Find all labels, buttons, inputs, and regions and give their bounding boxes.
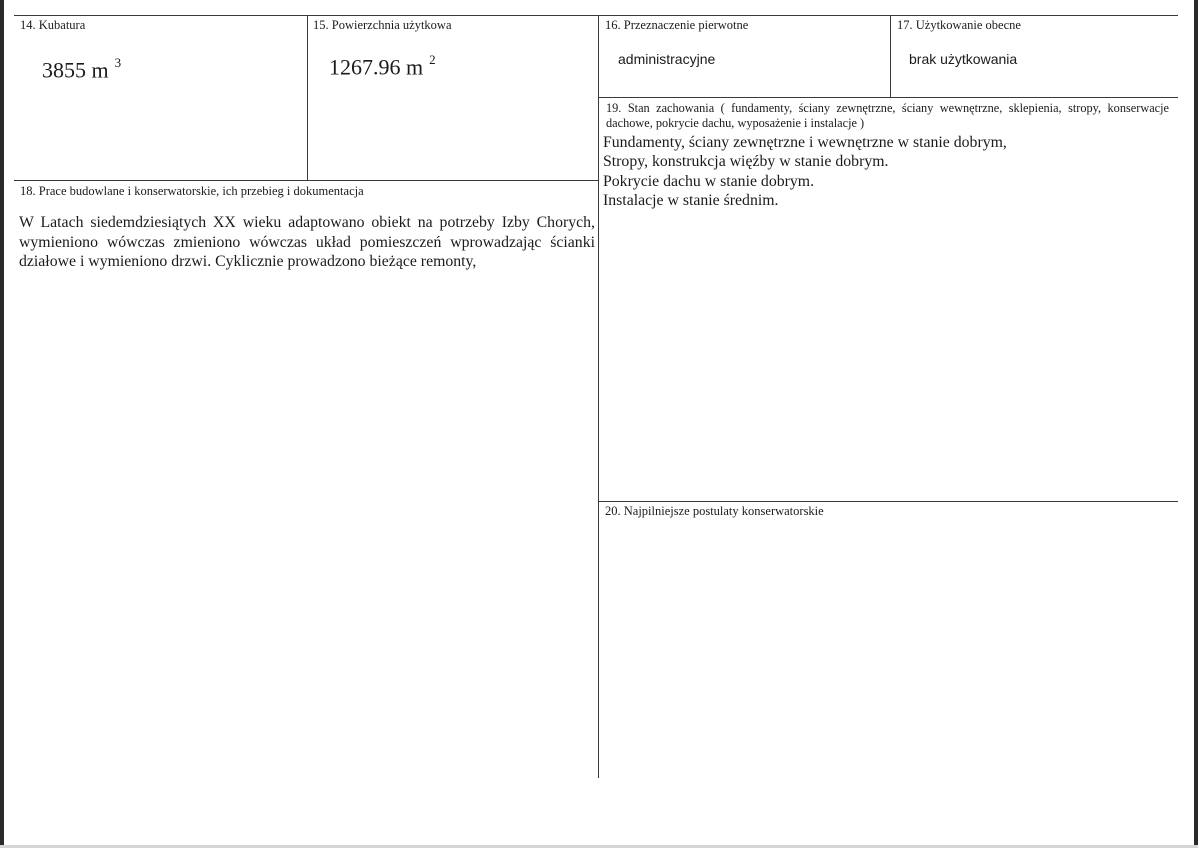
field-15-value [329, 49, 436, 80]
field-16-value: administracyjne [618, 51, 716, 67]
scan-border-left [0, 0, 4, 848]
field-15-exponent: 2 [429, 52, 436, 67]
field-17-value: brak użytkowania [909, 51, 1018, 67]
field-19-line: Fundamenty, ściany zewnętrzne i wewnętrzne w stanie dobrym, [603, 134, 1007, 151]
field-16-label: 16. Przeznaczenie pierwotne [605, 18, 749, 32]
field-19-line: Stropy, konstrukcja więźby w stanie dobrym. [603, 153, 889, 171]
field-19-line: Pokrycie dachu w stanie dobrym. [603, 172, 815, 190]
field-18-text: W Latach siedemdziesiątych XX wieku adaptowano obiekt na potrzeby Izby Chorych, wymieniono wówczas zmieniono wówczas układ pomieszczeń wprowadzając ścianki działowe i wymieniono drzwi. Cyklicznie prowadzono bieżące remonty, [19, 214, 595, 270]
rule-20-top [598, 501, 1178, 502]
field-18-label: 18. Prace budowlane i konserwatorskie, ich przebieg i dokumentacja [20, 184, 364, 198]
top-rule [14, 15, 1178, 16]
field-14-value [42, 52, 121, 83]
field-15-number: 1267.96 m [329, 54, 424, 80]
field-20-label: 20. Najpilniejsze postulaty konserwatorskie [605, 504, 824, 518]
divider-14-15 [307, 15, 308, 181]
field-14-label: 14. Kubatura [20, 18, 86, 32]
field-19-label-text: 19. Stan zachowania ( fundamenty, ściany zewnętrzne, ściany wewnętrzne, sklepienia, stropy, konserwacje dachowe, pokrycie dachu, wyposażenie i instalacje ) [606, 101, 1169, 130]
field-19-line: Instalacje w stanie średnim. [603, 191, 779, 209]
rule-18-top [14, 180, 598, 181]
field-14-number: 3855 m [42, 57, 109, 83]
divider-16-17 [890, 15, 891, 97]
scan-border-right [1194, 0, 1198, 848]
field-19-label [606, 101, 1169, 131]
field-14-exponent: 3 [114, 55, 122, 70]
rule-19-top [598, 97, 1178, 98]
field-15-label: 15. Powierzchnia użytkowa [313, 18, 452, 32]
field-19-lines [603, 133, 1007, 210]
divider-left-right [598, 15, 599, 778]
field-17-label: 17. Użytkowanie obecne [897, 18, 1021, 32]
